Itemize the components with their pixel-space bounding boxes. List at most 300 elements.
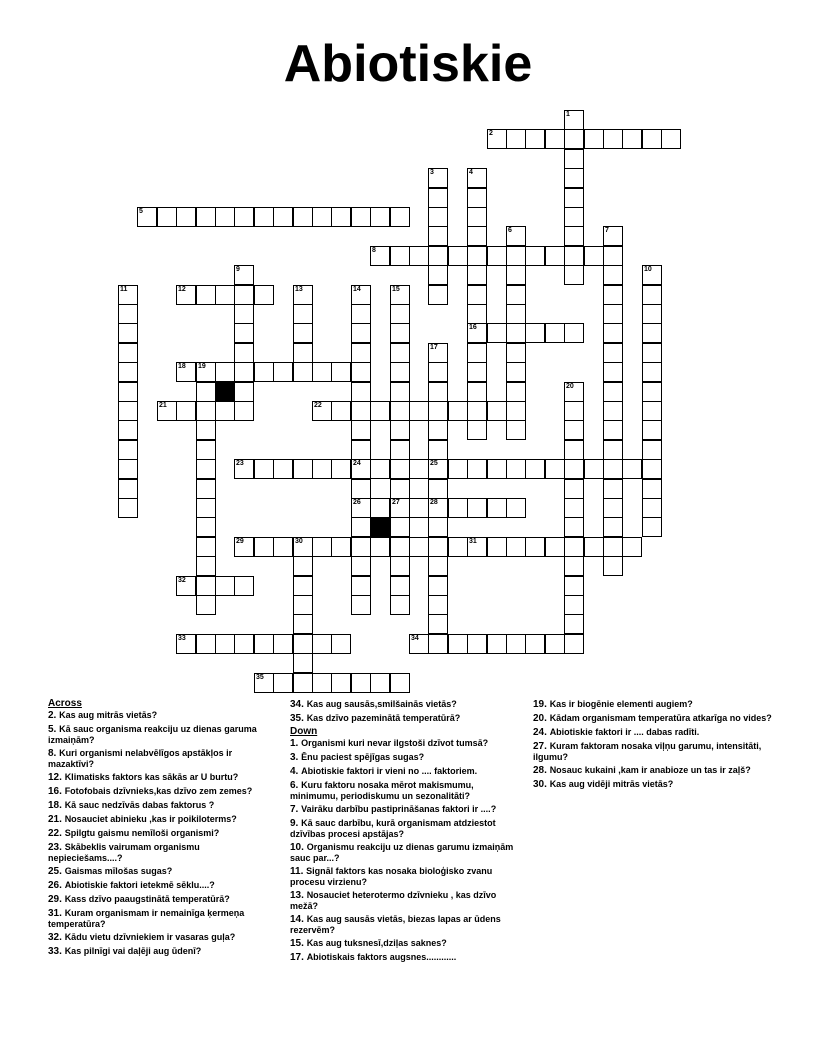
grid-cell[interactable] [642,129,662,149]
grid-cell[interactable] [234,323,254,343]
grid-cell[interactable] [118,401,138,421]
grid-cell[interactable] [390,207,410,227]
grid-cell[interactable] [545,634,565,654]
grid-cell[interactable] [176,634,196,654]
grid-cell[interactable] [273,673,293,693]
grid-cell[interactable] [622,537,642,557]
grid-cell[interactable] [312,634,332,654]
grid-cell[interactable] [293,595,313,615]
grid-cell[interactable] [564,110,584,130]
grid-cell[interactable] [428,246,448,266]
grid-cell[interactable] [642,498,662,518]
grid-cell[interactable] [234,634,254,654]
grid-cell[interactable] [564,479,584,499]
grid-cell[interactable] [467,265,487,285]
grid-cell[interactable] [390,556,410,576]
grid-cell[interactable] [196,440,216,460]
grid-cell[interactable] [390,498,410,518]
grid-cell[interactable] [351,420,371,440]
grid-cell[interactable] [390,576,410,596]
grid-cell[interactable] [176,362,196,382]
grid-cell[interactable] [351,362,371,382]
grid-cell[interactable] [506,343,526,363]
grid-cell[interactable] [293,614,313,634]
grid-cell[interactable] [293,556,313,576]
grid-cell[interactable] [428,207,448,227]
grid-cell[interactable] [564,188,584,208]
grid-cell[interactable] [603,479,623,499]
grid-cell[interactable] [196,576,216,596]
grid-cell[interactable] [312,207,332,227]
grid-cell[interactable] [428,595,448,615]
grid-cell[interactable] [487,323,507,343]
grid-cell[interactable] [506,285,526,305]
grid-cell[interactable] [390,537,410,557]
grid-cell[interactable] [584,246,604,266]
grid-cell[interactable] [467,537,487,557]
grid-cell[interactable] [331,362,351,382]
grid-cell[interactable] [351,440,371,460]
grid-cell[interactable] [584,459,604,479]
grid-cell[interactable] [642,517,662,537]
grid-cell[interactable] [254,207,274,227]
grid-cell[interactable] [525,537,545,557]
grid-cell[interactable] [157,207,177,227]
grid-cell[interactable] [196,556,216,576]
grid-cell[interactable] [603,246,623,266]
grid-cell[interactable] [603,382,623,402]
grid-cell[interactable] [564,517,584,537]
grid-cell[interactable] [390,362,410,382]
grid-cell[interactable] [428,265,448,285]
grid-cell[interactable] [428,614,448,634]
grid-cell[interactable] [506,246,526,266]
grid-cell[interactable] [254,537,274,557]
grid-cell[interactable] [234,285,254,305]
grid-cell[interactable] [564,129,584,149]
grid-cell[interactable] [390,517,410,537]
grid-cell[interactable] [351,343,371,363]
grid-cell[interactable] [642,265,662,285]
grid-cell[interactable] [564,323,584,343]
grid-cell[interactable] [273,362,293,382]
grid-cell[interactable] [506,634,526,654]
grid-cell[interactable] [293,459,313,479]
grid-cell[interactable] [351,207,371,227]
grid-cell[interactable] [196,285,216,305]
grid-cell[interactable] [254,285,274,305]
grid-cell[interactable] [331,401,351,421]
grid-cell[interactable] [351,576,371,596]
grid-cell[interactable] [428,343,448,363]
grid-cell[interactable] [564,246,584,266]
grid-cell[interactable] [506,537,526,557]
grid-cell[interactable] [118,285,138,305]
grid-cell[interactable] [564,440,584,460]
grid-cell[interactable] [118,479,138,499]
grid-cell[interactable] [118,362,138,382]
grid-cell[interactable] [564,168,584,188]
grid-cell[interactable] [118,498,138,518]
grid-cell[interactable] [293,576,313,596]
grid-cell[interactable] [564,498,584,518]
grid-cell[interactable] [409,537,429,557]
grid-cell[interactable] [428,479,448,499]
grid-cell[interactable] [525,459,545,479]
grid-cell[interactable] [564,614,584,634]
grid-cell[interactable] [603,343,623,363]
grid-cell[interactable] [331,459,351,479]
grid-cell[interactable] [176,401,196,421]
grid-cell[interactable] [196,382,216,402]
grid-cell[interactable] [428,382,448,402]
grid-cell[interactable] [351,498,371,518]
grid-cell[interactable] [351,304,371,324]
grid-cell[interactable] [118,420,138,440]
grid-cell[interactable] [428,401,448,421]
grid-cell[interactable] [176,207,196,227]
grid-cell[interactable] [564,459,584,479]
grid-cell[interactable] [661,129,681,149]
grid-cell[interactable] [506,129,526,149]
grid-cell[interactable] [370,498,390,518]
grid-cell[interactable] [234,207,254,227]
grid-cell[interactable] [467,168,487,188]
grid-cell[interactable] [467,285,487,305]
grid-cell[interactable] [312,362,332,382]
grid-cell[interactable] [390,304,410,324]
grid-cell[interactable] [467,188,487,208]
grid-cell[interactable] [196,420,216,440]
grid-cell[interactable] [409,498,429,518]
grid-cell[interactable] [506,265,526,285]
grid-cell[interactable] [642,440,662,460]
grid-cell[interactable] [370,401,390,421]
grid-cell[interactable] [312,459,332,479]
grid-cell[interactable] [351,285,371,305]
grid-cell[interactable] [564,595,584,615]
grid-cell[interactable] [293,362,313,382]
grid-cell[interactable] [603,459,623,479]
grid-cell[interactable] [331,634,351,654]
grid-cell[interactable] [390,440,410,460]
grid-cell[interactable] [196,207,216,227]
grid-cell[interactable] [564,420,584,440]
grid-cell[interactable] [137,207,157,227]
grid-cell[interactable] [564,149,584,169]
grid-cell[interactable] [273,634,293,654]
grid-cell[interactable] [564,576,584,596]
grid-cell[interactable] [390,285,410,305]
grid-cell[interactable] [390,479,410,499]
grid-cell[interactable] [118,343,138,363]
grid-cell[interactable] [642,420,662,440]
grid-cell[interactable] [603,517,623,537]
grid-cell[interactable] [196,459,216,479]
grid-cell[interactable] [564,401,584,421]
grid-cell[interactable] [603,226,623,246]
grid-cell[interactable] [234,537,254,557]
grid-cell[interactable] [215,362,235,382]
grid-cell[interactable] [196,401,216,421]
grid-cell[interactable] [215,401,235,421]
grid-cell[interactable] [564,634,584,654]
grid-cell[interactable] [390,246,410,266]
grid-cell[interactable] [506,382,526,402]
grid-cell[interactable] [642,285,662,305]
grid-cell[interactable] [409,401,429,421]
grid-cell[interactable] [467,226,487,246]
grid-cell[interactable] [487,401,507,421]
grid-cell[interactable] [506,362,526,382]
grid-cell[interactable] [525,634,545,654]
grid-cell[interactable] [506,420,526,440]
grid-cell[interactable] [642,343,662,363]
grid-cell[interactable] [467,343,487,363]
grid-cell[interactable] [506,498,526,518]
grid-cell[interactable] [293,304,313,324]
grid-cell[interactable] [273,459,293,479]
grid-cell[interactable] [370,459,390,479]
grid-cell[interactable] [564,226,584,246]
grid-cell[interactable] [467,323,487,343]
grid-cell[interactable] [273,207,293,227]
grid-cell[interactable] [331,537,351,557]
grid-cell[interactable] [176,576,196,596]
grid-cell[interactable] [428,459,448,479]
grid-cell[interactable] [196,634,216,654]
grid-cell[interactable] [467,420,487,440]
grid-cell[interactable] [467,207,487,227]
grid-cell[interactable] [564,265,584,285]
grid-cell[interactable] [545,459,565,479]
grid-cell[interactable] [390,401,410,421]
grid-cell[interactable] [312,537,332,557]
grid-cell[interactable] [118,440,138,460]
grid-cell[interactable] [506,226,526,246]
grid-cell[interactable] [428,188,448,208]
grid-cell[interactable] [467,246,487,266]
grid-cell[interactable] [545,129,565,149]
grid-cell[interactable] [351,323,371,343]
grid-cell[interactable] [506,459,526,479]
grid-cell[interactable] [351,595,371,615]
grid-cell[interactable] [603,537,623,557]
grid-cell[interactable] [428,517,448,537]
grid-cell[interactable] [351,459,371,479]
grid-cell[interactable] [603,323,623,343]
grid-cell[interactable] [254,634,274,654]
grid-cell[interactable] [545,246,565,266]
grid-cell[interactable] [584,129,604,149]
grid-cell[interactable] [215,576,235,596]
grid-cell[interactable] [603,440,623,460]
grid-cell[interactable] [293,634,313,654]
grid-cell[interactable] [525,246,545,266]
grid-cell[interactable] [603,556,623,576]
grid-cell[interactable] [428,537,448,557]
grid-cell[interactable] [428,634,448,654]
grid-cell[interactable] [331,207,351,227]
grid-cell[interactable] [293,323,313,343]
grid-cell[interactable] [196,479,216,499]
grid-cell[interactable] [293,285,313,305]
grid-cell[interactable] [293,207,313,227]
grid-cell[interactable] [584,537,604,557]
grid-cell[interactable] [564,537,584,557]
grid-cell[interactable] [293,343,313,363]
grid-cell[interactable] [642,459,662,479]
grid-cell[interactable] [603,420,623,440]
grid-cell[interactable] [603,401,623,421]
grid-cell[interactable] [603,129,623,149]
grid-cell[interactable] [273,537,293,557]
grid-cell[interactable] [370,537,390,557]
grid-cell[interactable] [370,673,390,693]
grid-cell[interactable] [564,556,584,576]
grid-cell[interactable] [196,517,216,537]
grid-cell[interactable] [390,420,410,440]
grid-cell[interactable] [622,129,642,149]
grid-cell[interactable] [234,459,254,479]
grid-cell[interactable] [196,595,216,615]
grid-cell[interactable] [448,459,468,479]
grid-cell[interactable] [390,382,410,402]
grid-cell[interactable] [118,459,138,479]
grid-cell[interactable] [603,304,623,324]
grid-cell[interactable] [467,401,487,421]
grid-cell[interactable] [525,323,545,343]
grid-cell[interactable] [390,323,410,343]
grid-cell[interactable] [196,537,216,557]
grid-cell[interactable] [545,537,565,557]
grid-cell[interactable] [118,304,138,324]
grid-cell[interactable] [428,498,448,518]
grid-cell[interactable] [428,362,448,382]
grid-cell[interactable] [351,479,371,499]
grid-cell[interactable] [487,498,507,518]
grid-cell[interactable] [642,362,662,382]
grid-cell[interactable] [564,207,584,227]
grid-cell[interactable] [487,634,507,654]
grid-cell[interactable] [428,556,448,576]
grid-cell[interactable] [467,304,487,324]
grid-cell[interactable] [603,498,623,518]
grid-cell[interactable] [390,595,410,615]
grid-cell[interactable] [351,401,371,421]
grid-cell[interactable] [564,382,584,402]
grid-cell[interactable] [370,246,390,266]
grid-cell[interactable] [467,459,487,479]
grid-cell[interactable] [312,401,332,421]
grid-cell[interactable] [428,420,448,440]
grid-cell[interactable] [428,226,448,246]
grid-cell[interactable] [293,653,313,673]
grid-cell[interactable] [234,382,254,402]
grid-cell[interactable] [428,285,448,305]
grid-cell[interactable] [196,362,216,382]
grid-cell[interactable] [234,362,254,382]
grid-cell[interactable] [118,382,138,402]
grid-cell[interactable] [390,673,410,693]
grid-cell[interactable] [487,459,507,479]
grid-cell[interactable] [196,498,216,518]
grid-cell[interactable] [603,265,623,285]
grid-cell[interactable] [545,323,565,343]
grid-cell[interactable] [390,459,410,479]
grid-cell[interactable] [351,517,371,537]
grid-cell[interactable] [448,634,468,654]
grid-cell[interactable] [487,246,507,266]
grid-cell[interactable] [351,556,371,576]
clue-number: 21. [48,814,65,825]
grid-cell[interactable] [215,207,235,227]
grid-cell[interactable] [390,343,410,363]
grid-cell[interactable] [467,362,487,382]
grid-cell[interactable] [312,673,332,693]
grid-cell[interactable] [234,304,254,324]
grid-cell[interactable] [234,401,254,421]
grid-cell[interactable] [487,129,507,149]
grid-cell[interactable] [351,673,371,693]
grid-cell[interactable] [642,382,662,402]
grid-cell[interactable] [331,673,351,693]
grid-cell[interactable] [603,285,623,305]
grid-cell[interactable] [428,576,448,596]
grid-cell[interactable] [467,634,487,654]
grid-cell[interactable] [506,304,526,324]
grid-cell[interactable] [370,207,390,227]
grid-cell[interactable] [448,401,468,421]
grid-cell[interactable] [293,673,313,693]
grid-cell[interactable] [487,537,507,557]
grid-cell[interactable] [506,401,526,421]
grid-cell[interactable] [234,576,254,596]
grid-cell[interactable] [448,498,468,518]
grid-cell[interactable] [118,323,138,343]
grid-cell[interactable] [467,382,487,402]
grid-cell[interactable] [254,459,274,479]
grid-cell[interactable] [176,285,196,305]
grid-cell[interactable] [254,673,274,693]
grid-cell[interactable] [215,285,235,305]
grid-cell[interactable] [293,537,313,557]
grid-cell[interactable] [642,401,662,421]
grid-cell[interactable] [428,168,448,188]
grid-cell[interactable] [351,537,371,557]
grid-cell[interactable] [157,401,177,421]
grid-cell[interactable] [506,323,526,343]
grid-cell[interactable] [448,537,468,557]
grid-cell[interactable] [254,362,274,382]
grid-cell[interactable] [642,304,662,324]
grid-cell[interactable] [467,498,487,518]
grid-cell[interactable] [525,129,545,149]
grid-cell[interactable] [642,323,662,343]
grid-cell[interactable] [351,382,371,402]
grid-cell[interactable] [409,246,429,266]
grid-cell[interactable] [215,634,235,654]
grid-cell[interactable] [234,265,254,285]
grid-cell[interactable] [622,459,642,479]
grid-cell[interactable] [448,246,468,266]
grid-cell[interactable] [642,479,662,499]
grid-cell[interactable] [409,634,429,654]
grid-cell[interactable] [603,362,623,382]
grid-cell[interactable] [234,343,254,363]
grid-cell[interactable] [409,459,429,479]
grid-cell[interactable] [428,440,448,460]
